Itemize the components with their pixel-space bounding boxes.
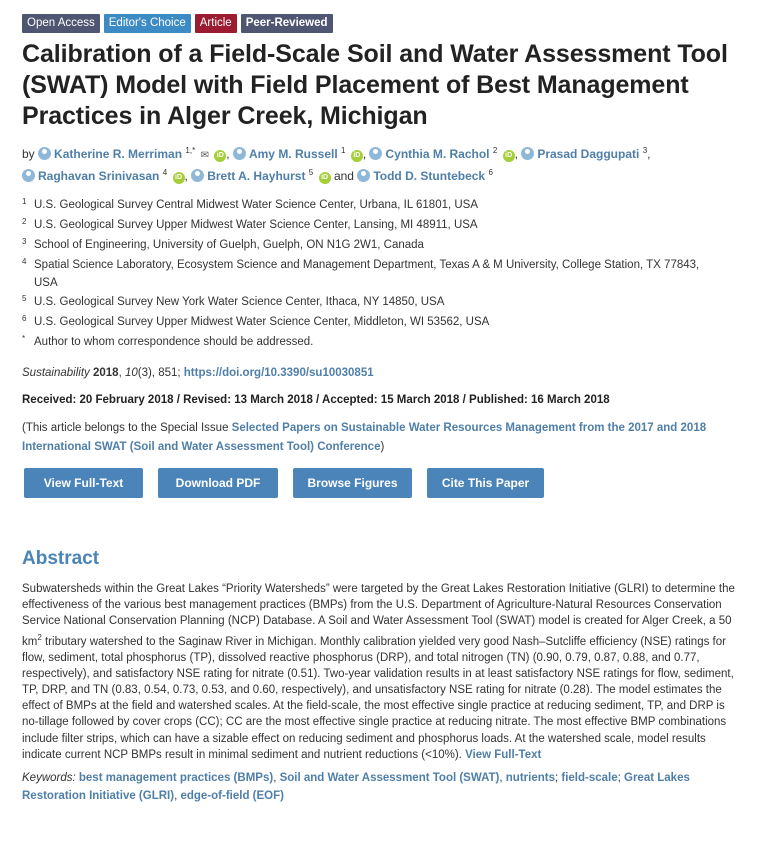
author-link[interactable]: Amy M. Russell [248,147,338,161]
affiliation-text: School of Engineering, University of Guelph, Guelph, ON N1G 2W1, Canada [34,239,424,251]
author-link[interactable]: Todd D. Stuntebeck [373,169,486,183]
doi-link[interactable]: https://doi.org/10.3390/su10030851 [183,367,374,379]
affiliation-number: 3 [22,237,27,246]
editors-choice-badge[interactable]: Editor's Choice [104,14,191,33]
orcid-icon[interactable]: iD [173,172,185,184]
affiliation-number: 6 [22,314,27,323]
by-label: by [22,147,35,161]
author-link[interactable]: Raghavan Srinivasan [38,169,160,183]
view-full-text-button[interactable]: View Full-Text [24,468,143,498]
author-icon[interactable] [22,169,35,182]
keyword-link[interactable]: best management practices (BMPs) [78,772,274,785]
author-sup: 6 [488,168,493,177]
affiliation-number: 1 [22,197,27,206]
author-link[interactable]: Prasad Daggupati [537,147,640,161]
article-badge: Article [195,14,237,33]
author-icon[interactable] [357,169,370,182]
abstract-text [22,581,735,763]
author-icon[interactable] [521,147,534,160]
journal-name: Sustainability [22,367,90,379]
affiliation-item [22,332,737,352]
affiliation-item [22,312,737,332]
citation-volume: 10 [124,367,138,379]
orcid-icon[interactable]: iD [214,150,226,162]
affiliation-number: 4 [22,257,27,266]
affiliation-text: U.S. Geological Survey Upper Midwest Water Science Center, Middleton, WI 53562, USA [34,316,490,328]
author-sup: 1,* [185,146,196,155]
affiliation-item [22,195,737,215]
keyword-link[interactable]: edge-of-field (EOF) [180,790,284,803]
author-sup: 4 [162,168,168,177]
cite-this-paper-button[interactable]: Cite This Paper [427,468,544,498]
citation-line: Sustainability 2018, 10(3), 851; https://doi.org/10.3390/su10030851 [22,367,374,379]
browse-figures-button[interactable]: Browse Figures [293,468,412,498]
author-link[interactable]: Cynthia M. Rachol [385,147,490,161]
orcid-icon[interactable]: iD [319,172,331,184]
author-sup: 3 [642,146,648,155]
abstract-view-full-text-link[interactable]: View Full-Text [465,748,542,761]
affiliation-number: * [22,334,26,343]
affiliation-list [22,195,737,352]
author-icon[interactable] [233,147,246,160]
keyword-link[interactable]: Soil and Water Assessment Tool (SWAT) [279,772,500,785]
author-sup: 1 [341,146,346,155]
affiliation-number: 5 [22,294,27,303]
affiliation-text: U.S. Geological Survey New York Water Science Center, Ithaca, NY 14850, USA [34,296,445,308]
abstract-sup: 2 [37,632,42,642]
affiliation-item [22,215,737,235]
peer-reviewed-badge[interactable]: Peer-Reviewed [241,14,333,33]
special-issue-suffix: ) [380,441,385,453]
keywords-label: Keywords: [22,772,76,785]
affiliation-text: Author to whom correspondence should be addressed. [34,336,314,348]
orcid-icon[interactable]: iD [503,150,515,162]
special-issue-link[interactable]: Selected Papers on Sustainable Water Resources Management from the 2017 and 2018 International SWAT (Soil and Water Assessment Tool) Conference [22,422,707,453]
abstract-part-2: tributary watershed to the Saginaw River in Michigan. Monthly calibration yielded very good Nash–Sutcliffe efficiency (NSE) ratings for flow, sediment, total phosphorus (TP), dissolved reactive phosphorus (DRP), and total nitrogen (TN) (0.90, 0.79, 0.87, 0.88, and 0.77, respectively), and satisfactory NSE rating for nitrate (0.51). Two-year validation results in at least satisfactory NSE ratings for flow, sediment, TP, DRP, and TN (0.83, 0.54, 0.73, 0.53, and 0.60, respectively), and unsatisfactory NSE rating for nitrate (0.28). The model estimates the effect of BMPs at the field and watershed scales. At the field-scale, the most effective single practice at reducing sediment, TP, and DRP is no-tillage followed by cover crops (CC); CC are the most effective single practice at reducing nitrate. The most effective BMP combinations include filter strips, which can have a sizable effect on reducing sediment and phosphorus loads. At the watershed scale, model results indicate current NCP BMPs result in minimal sediment and nutrient reductions (<10%). [22,635,734,761]
keyword-link[interactable]: nutrients [505,772,555,785]
abstract-heading: Abstract [22,548,100,569]
affiliation-item [22,292,737,312]
affiliation-text: U.S. Geological Survey Central Midwest Water Science Center, Urbana, IL 61801, USA [34,199,479,211]
author-icon[interactable] [369,147,382,160]
open-access-badge[interactable]: Open Access [22,14,100,33]
citation-issue: (3), 851; [137,367,181,379]
keyword-link[interactable]: field-scale [561,772,618,785]
keyword-link[interactable]: Great Lakes Restoration Initiative (GLRI) [22,772,690,803]
publication-dates: Received: 20 February 2018 / Revised: 13 March 2018 / Accepted: 15 March 2018 / Published: 16 March 2018 [22,394,610,406]
keywords: Keywords: best management practices (BMPs), Soil and Water Assessment Tool (SWAT), nutrients; field-scale; Great Lakes Restoration Initiative (GLRI), edge-of-field (EOF) [22,772,690,803]
citation-year: 2018 [92,367,119,379]
orcid-icon[interactable]: iD [351,150,363,162]
affiliation-number: 2 [22,217,27,226]
download-pdf-button[interactable]: Download PDF [158,468,278,498]
author-sup: 2 [492,146,498,155]
author-icon[interactable] [38,147,51,160]
and-label: and [333,169,354,183]
affiliation-item [22,235,737,255]
author-sup: 5 [308,168,314,177]
special-issue-note [22,419,722,457]
mail-icon[interactable]: ✉ [200,150,209,161]
action-buttons [22,468,737,498]
affiliation-text: Spatial Science Laboratory, Ecosystem Science and Management Department, Texas A & M University, College Station, TX 77843, USA [34,259,700,289]
author-link[interactable]: Katherine R. Merriman [54,147,183,161]
abstract-part-1: Subwatersheds within the Great Lakes “Priority Watersheds” were targeted by the Great Lakes Restoration Initiative (GLRI) to determine the effectiveness of the various best management practices (BMPs) from the U.S. Department of Agriculture-Natural Resources Conservation Service National Conservation Planning (NCP) Database. A Soil and Water Assessment Tool (SWAT) model is created for Alger Creek, a 50 km [22,583,735,648]
article-title: Calibration of a Field-Scale Soil and Water Assessment Tool (SWAT) Model with Field Placement of Best Management Practices in Alger Creek, Michigan [22,40,728,130]
author-link[interactable]: Brett A. Hayhurst [207,169,306,183]
author-list: by Katherine R. Merriman $^{1,*}$ ✉ iD , Amy M. Russell $^1$ iD , Cynthia M. Rachol $^2$ iD , Prasad Daggupati $^3$, Raghavan Srinivasan $^4$ iD , Brett A. Hayhurst $^5$ iD and Todd D. Stuntebeck $^6$ [22,146,651,183]
badge-row [22,14,737,33]
author-icon[interactable] [191,169,204,182]
affiliation-text: U.S. Geological Survey Upper Midwest Water Science Center, Lansing, MI 48911, USA [34,219,478,231]
affiliation-item [22,255,737,292]
special-issue-prefix: (This article belongs to the Special Issue [22,422,229,434]
